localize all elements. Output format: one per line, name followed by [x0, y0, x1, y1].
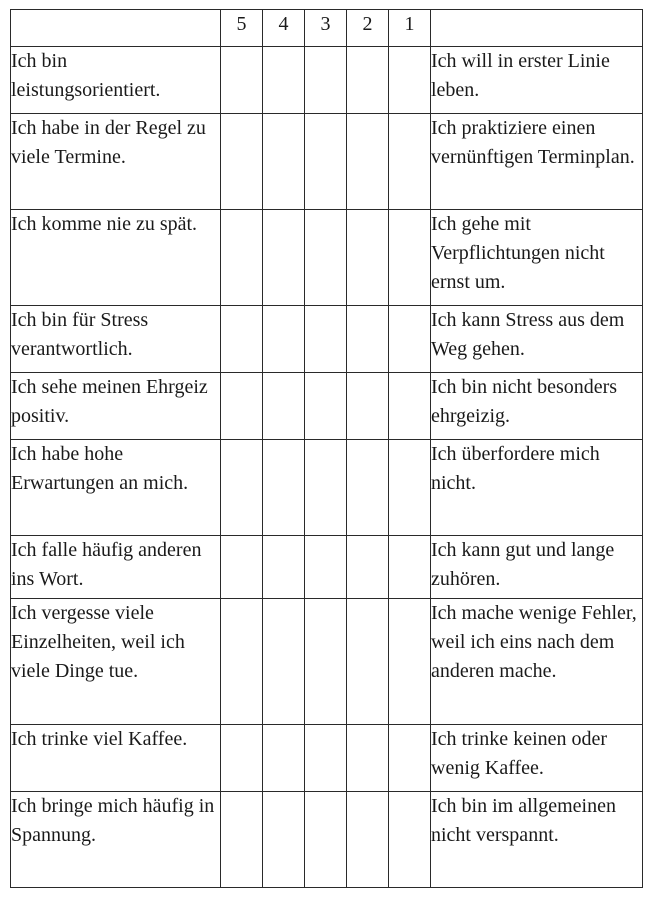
statement-left: Ich bin leistungsorientiert. [11, 47, 221, 114]
rating-cell-5[interactable] [221, 536, 263, 599]
header-score-2: 2 [347, 10, 389, 47]
rating-cell-1[interactable] [389, 599, 431, 725]
rating-cell-4[interactable] [263, 725, 305, 792]
statement-left: Ich falle häufig anderen ins Wort. [11, 536, 221, 599]
rating-cell-3[interactable] [305, 792, 347, 888]
table-row [11, 306, 643, 373]
rating-cell-2[interactable] [347, 599, 389, 725]
rating-cell-1[interactable] [389, 725, 431, 792]
rating-cell-5[interactable] [221, 47, 263, 114]
statement-right: Ich praktiziere einen vernünftigen Terminplan. [431, 114, 643, 210]
rating-cell-5[interactable] [221, 440, 263, 536]
rating-cell-3[interactable] [305, 210, 347, 306]
table-row [11, 725, 643, 792]
rating-cell-3[interactable] [305, 306, 347, 373]
rating-cell-5[interactable] [221, 725, 263, 792]
statement-left: Ich habe in der Regel zu viele Termine. [11, 114, 221, 210]
statement-right: Ich überfordere mich nicht. [431, 440, 643, 536]
rating-cell-1[interactable] [389, 792, 431, 888]
table-row [11, 47, 643, 114]
header-score-3: 3 [305, 10, 347, 47]
header-score-4: 4 [263, 10, 305, 47]
rating-table [10, 9, 643, 888]
statement-right: Ich kann Stress aus dem Weg gehen. [431, 306, 643, 373]
rating-cell-3[interactable] [305, 725, 347, 792]
statement-left: Ich vergesse viele Einzelheiten, weil ich viele Dinge tue. [11, 599, 221, 725]
rating-cell-4[interactable] [263, 373, 305, 440]
rating-cell-4[interactable] [263, 536, 305, 599]
table-row [11, 210, 643, 306]
table-row [11, 536, 643, 599]
rating-cell-4[interactable] [263, 306, 305, 373]
statement-left: Ich bringe mich häufig in Spannung. [11, 792, 221, 888]
rating-cell-2[interactable] [347, 306, 389, 373]
statement-right: Ich trinke keinen oder wenig Kaffee. [431, 725, 643, 792]
rating-cell-2[interactable] [347, 792, 389, 888]
rating-cell-1[interactable] [389, 440, 431, 536]
table-row [11, 114, 643, 210]
rating-cell-3[interactable] [305, 373, 347, 440]
statement-right: Ich kann gut und lange zuhören. [431, 536, 643, 599]
rating-cell-4[interactable] [263, 792, 305, 888]
rating-cell-3[interactable] [305, 114, 347, 210]
statement-right: Ich gehe mit Verpflichtungen nicht ernst um. [431, 210, 643, 306]
statement-right: Ich bin im allgemeinen nicht verspannt. [431, 792, 643, 888]
table-body [11, 47, 643, 888]
statement-left: Ich trinke viel Kaffee. [11, 725, 221, 792]
rating-cell-1[interactable] [389, 306, 431, 373]
statement-left: Ich bin für Stress verantwortlich. [11, 306, 221, 373]
rating-cell-1[interactable] [389, 373, 431, 440]
table-row [11, 373, 643, 440]
rating-cell-3[interactable] [305, 440, 347, 536]
statement-right: Ich mache wenige Fehler, weil ich eins nach dem anderen mache. [431, 599, 643, 725]
rating-cell-5[interactable] [221, 210, 263, 306]
statement-left: Ich komme nie zu spät. [11, 210, 221, 306]
rating-cell-5[interactable] [221, 373, 263, 440]
rating-cell-4[interactable] [263, 114, 305, 210]
rating-cell-3[interactable] [305, 536, 347, 599]
rating-cell-5[interactable] [221, 306, 263, 373]
rating-cell-2[interactable] [347, 373, 389, 440]
header-score-1: 1 [389, 10, 431, 47]
rating-cell-4[interactable] [263, 210, 305, 306]
statement-left: Ich sehe meinen Ehrgeiz positiv. [11, 373, 221, 440]
rating-cell-2[interactable] [347, 47, 389, 114]
rating-cell-1[interactable] [389, 536, 431, 599]
rating-cell-2[interactable] [347, 440, 389, 536]
rating-cell-2[interactable] [347, 536, 389, 599]
statement-left: Ich habe hohe Erwartungen an mich. [11, 440, 221, 536]
rating-cell-5[interactable] [221, 599, 263, 725]
rating-cell-5[interactable] [221, 114, 263, 210]
header-score-5: 5 [221, 10, 263, 47]
rating-cell-4[interactable] [263, 440, 305, 536]
rating-cell-4[interactable] [263, 599, 305, 725]
header-blank-right [431, 10, 643, 47]
rating-cell-2[interactable] [347, 210, 389, 306]
statement-right: Ich will in erster Linie leben. [431, 47, 643, 114]
statement-right: Ich bin nicht besonders ehrgeizig. [431, 373, 643, 440]
rating-cell-3[interactable] [305, 47, 347, 114]
header-row [11, 10, 643, 47]
rating-cell-3[interactable] [305, 599, 347, 725]
rating-cell-1[interactable] [389, 114, 431, 210]
rating-cell-4[interactable] [263, 47, 305, 114]
table-row [11, 792, 643, 888]
header-blank-left [11, 10, 221, 47]
rating-cell-5[interactable] [221, 792, 263, 888]
rating-cell-1[interactable] [389, 47, 431, 114]
rating-cell-2[interactable] [347, 114, 389, 210]
table-row [11, 599, 643, 725]
table-row [11, 440, 643, 536]
rating-cell-1[interactable] [389, 210, 431, 306]
rating-cell-2[interactable] [347, 725, 389, 792]
